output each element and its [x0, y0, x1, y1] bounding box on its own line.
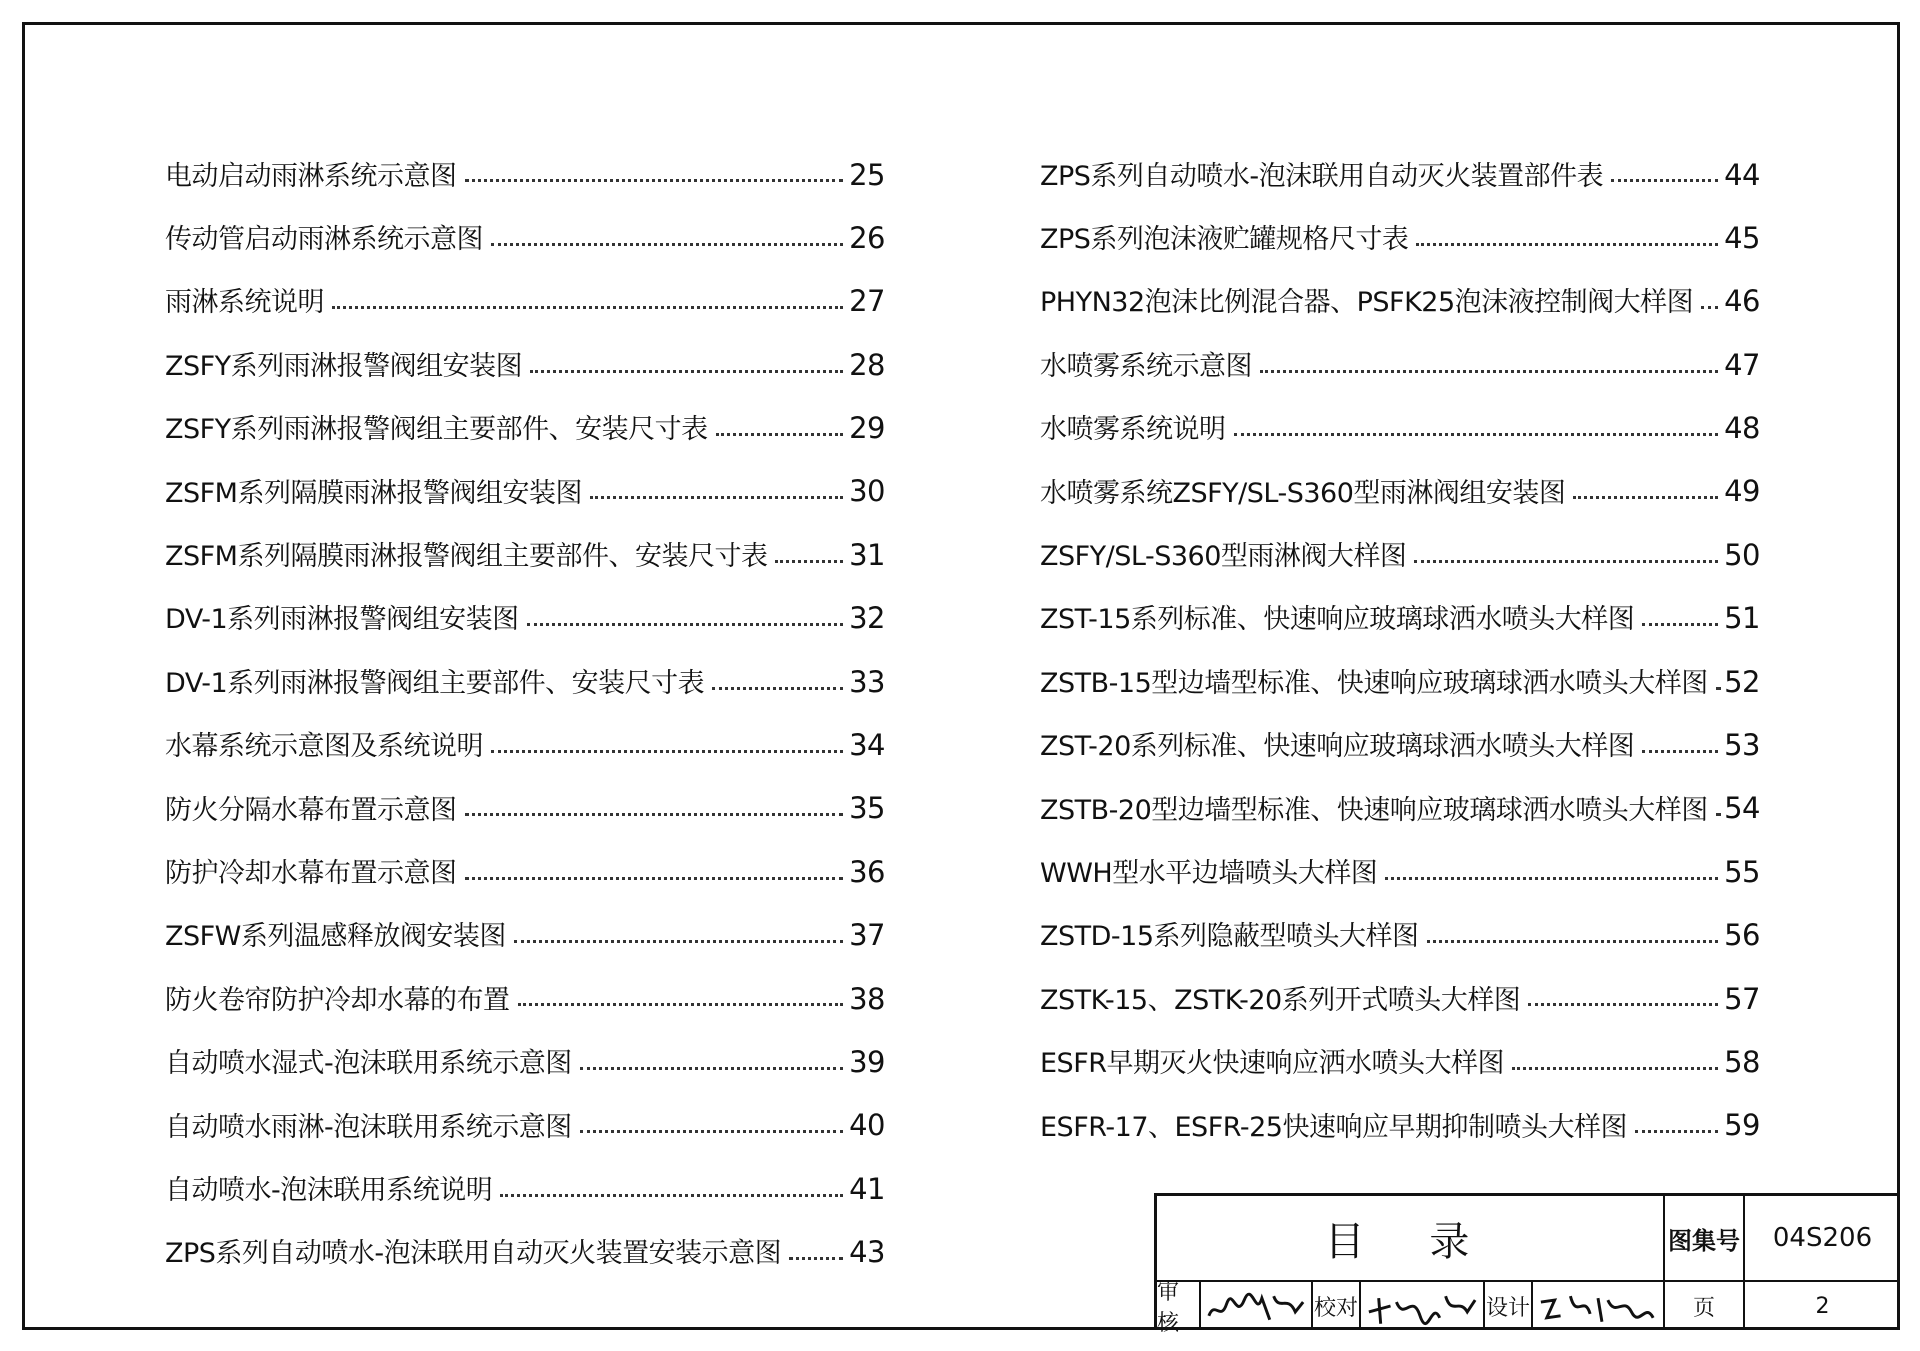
toc-entry-title: ZSFY系列雨淋报警阀组主要部件、安装尺寸表	[165, 414, 708, 446]
toc-entry-page: 35	[849, 791, 885, 826]
toc-entry-title: ZPS系列泡沫液贮罐规格尺寸表	[1040, 224, 1409, 256]
toc-entry-page: 37	[849, 918, 885, 953]
toc-entry-page: 53	[1724, 728, 1760, 763]
toc-entry-page: 34	[849, 728, 885, 763]
toc-entry-page: 55	[1724, 854, 1760, 889]
atlas-number-value: 04S206	[1745, 1196, 1900, 1282]
toc-entry-title: 电动启动雨淋系统示意图	[165, 160, 457, 192]
toc-entry-page: 41	[849, 1171, 885, 1206]
toc-entry[interactable]	[165, 952, 885, 1015]
toc-dot-leader	[491, 243, 843, 246]
toc-entry[interactable]	[1040, 889, 1760, 952]
toc-dot-leader	[1716, 687, 1718, 690]
toc-dot-leader	[465, 813, 844, 816]
toc-entry-page: 40	[849, 1108, 885, 1143]
toc-entry-page: 43	[849, 1235, 885, 1270]
toc-entry[interactable]	[165, 255, 885, 318]
toc-entry[interactable]	[165, 889, 885, 952]
check-label: 校对	[1313, 1282, 1361, 1330]
toc-entry[interactable]	[165, 318, 885, 381]
toc-dot-leader	[1573, 496, 1718, 499]
toc-entry-title: 水幕系统示意图及系统说明	[165, 731, 483, 763]
toc-entry-title: ZSFY/SL-S360型雨淋阀大样图	[1040, 541, 1407, 573]
toc-entry-title: ZSTB-15型边墙型标准、快速响应玻璃球洒水喷头大样图	[1040, 667, 1708, 699]
title-block-signature-row	[1157, 1280, 1900, 1336]
toc-dot-leader	[1416, 243, 1718, 246]
toc-entry-title: 自动喷水-泡沫联用系统说明	[165, 1174, 493, 1206]
toc-entry[interactable]	[1040, 1015, 1760, 1078]
toc-entry-title: ZSTK-15、ZSTK-20系列开式喷头大样图	[1040, 984, 1521, 1016]
title-block	[1154, 1193, 1897, 1336]
toc-dot-leader	[716, 433, 843, 436]
toc-dot-leader	[500, 1194, 843, 1197]
toc-entry-page: 54	[1724, 791, 1760, 826]
toc-entry-title: ZSFM系列隔膜雨淋报警阀组主要部件、安装尺寸表	[165, 541, 768, 573]
toc-entry-page: 36	[849, 854, 885, 889]
toc-entry[interactable]	[1040, 699, 1760, 762]
toc-entry-title: PHYN32泡沫比例混合器、PSFK25泡沫液控制阀大样图	[1040, 287, 1694, 319]
toc-dot-leader	[514, 940, 843, 943]
toc-entry-title: ZSTB-20型边墙型标准、快速响应玻璃球洒水喷头大样图	[1040, 794, 1708, 826]
toc-entry-page: 48	[1724, 411, 1760, 446]
toc-entry-page: 30	[849, 474, 885, 509]
toc-entry-title: ZSFY系列雨淋报警阀组安装图	[165, 350, 523, 382]
toc-entry-page: 27	[849, 284, 885, 319]
toc-entry-page: 29	[849, 411, 885, 446]
toc-entry[interactable]	[165, 572, 885, 635]
toc-dot-leader	[518, 1003, 844, 1006]
toc-entry[interactable]	[1040, 191, 1760, 254]
toc-entry-page: 38	[849, 981, 885, 1016]
toc-dot-leader	[789, 1257, 843, 1260]
toc-entry-title: DV-1系列雨淋报警阀组安装图	[165, 604, 519, 636]
atlas-number-label: 图集号	[1665, 1196, 1745, 1282]
toc-dot-leader	[1385, 877, 1718, 880]
toc-entry-title: ZST-15系列标准、快速响应玻璃球洒水喷头大样图	[1040, 604, 1635, 636]
toc-entry-title: ZPS系列自动喷水-泡沫联用自动灭火装置安装示意图	[165, 1238, 782, 1270]
toc-entry[interactable]	[165, 1206, 885, 1269]
toc-entry-title: ZSFW系列温感释放阀安装图	[165, 921, 506, 953]
toc-dot-leader	[1512, 1067, 1718, 1070]
toc-dot-leader	[1528, 1003, 1718, 1006]
toc-entry-page: 58	[1724, 1044, 1760, 1079]
toc-entry-title: 防火分隔水幕布置示意图	[165, 794, 457, 826]
toc-entry-page: 57	[1724, 981, 1760, 1016]
toc-dot-leader	[1635, 1130, 1718, 1133]
toc-entry-page: 26	[849, 220, 885, 255]
toc-entry-page: 44	[1724, 157, 1760, 192]
toc-dot-leader	[1427, 940, 1718, 943]
toc-entry[interactable]	[1040, 508, 1760, 571]
toc-entry-page: 50	[1724, 537, 1760, 572]
toc-dot-leader	[1642, 623, 1718, 626]
toc-dot-leader	[465, 179, 844, 182]
toc-entry-title: ESFR早期灭火快速响应洒水喷头大样图	[1040, 1048, 1504, 1080]
toc-entry-title: 水喷雾系统ZSFY/SL-S360型雨淋阀组安装图	[1040, 477, 1566, 509]
toc-entry-title: 自动喷水湿式-泡沫联用系统示意图	[165, 1048, 572, 1080]
toc-entry[interactable]	[165, 191, 885, 254]
toc-entry-title: 水喷雾系统说明	[1040, 414, 1226, 446]
toc-dot-leader	[465, 877, 844, 880]
toc-dot-leader	[580, 1067, 843, 1070]
toc-entry[interactable]	[1040, 635, 1760, 698]
toc-entry[interactable]	[165, 1015, 885, 1078]
toc-left-column	[165, 128, 885, 1269]
toc-entry-page: 39	[849, 1044, 885, 1079]
toc-entry[interactable]	[1040, 318, 1760, 381]
review-signature	[1201, 1282, 1313, 1330]
toc-entry-title: DV-1系列雨淋报警阀组主要部件、安装尺寸表	[165, 667, 705, 699]
toc-entry-title: ZST-20系列标准、快速响应玻璃球洒水喷头大样图	[1040, 731, 1635, 763]
toc-entry[interactable]	[1040, 128, 1760, 191]
toc-entry-title: ZPS系列自动喷水-泡沫联用自动灭火装置部件表	[1040, 160, 1604, 192]
title-block-title: 目 录	[1157, 1196, 1665, 1282]
toc-entry-title: 自动喷水雨淋-泡沫联用系统示意图	[165, 1111, 572, 1143]
toc-entry[interactable]	[1040, 762, 1760, 825]
toc-right-column	[1040, 128, 1760, 1142]
toc-entry-page: 32	[849, 601, 885, 636]
toc-entry[interactable]	[1040, 952, 1760, 1015]
toc-entry-title: 传动管启动雨淋系统示意图	[165, 224, 483, 256]
toc-entry-title: ZSTD-15系列隐蔽型喷头大样图	[1040, 921, 1419, 953]
toc-entry-page: 46	[1724, 284, 1760, 319]
toc-entry-page: 25	[849, 157, 885, 192]
toc-entry[interactable]	[165, 1079, 885, 1142]
toc-dot-leader	[1234, 433, 1719, 436]
toc-dot-leader	[1716, 813, 1718, 816]
toc-entry[interactable]	[165, 825, 885, 888]
toc-entry[interactable]	[165, 699, 885, 762]
toc-entry[interactable]	[165, 128, 885, 191]
page-label: 页	[1665, 1282, 1745, 1330]
toc-entry[interactable]	[165, 635, 885, 698]
toc-entry-page: 51	[1724, 601, 1760, 636]
toc-entry-page: 45	[1724, 220, 1760, 255]
toc-entry[interactable]	[1040, 572, 1760, 635]
toc-entry-page: 52	[1724, 664, 1760, 699]
design-signature	[1533, 1282, 1665, 1330]
toc-entry-page: 56	[1724, 918, 1760, 953]
toc-entry-page: 49	[1724, 474, 1760, 509]
page-number: 2	[1815, 1293, 1830, 1319]
toc-dot-leader	[527, 623, 843, 626]
toc-dot-leader	[590, 496, 843, 499]
toc-dot-leader	[1414, 560, 1718, 563]
toc-dot-leader	[530, 370, 843, 373]
toc-entry-page: 33	[849, 664, 885, 699]
toc-dot-leader	[1611, 179, 1718, 182]
toc-entry-page: 28	[849, 347, 885, 382]
toc-dot-leader	[712, 687, 843, 690]
toc-entry-page: 47	[1724, 347, 1760, 382]
toc-entry-title: WWH型水平边墙喷头大样图	[1040, 858, 1378, 889]
toc-entry-page: 59	[1724, 1108, 1760, 1143]
toc-dot-leader	[491, 750, 843, 753]
toc-entry[interactable]	[165, 1142, 885, 1205]
toc-entry[interactable]	[1040, 1079, 1760, 1142]
toc-entry[interactable]	[165, 508, 885, 571]
toc-entry-title: ESFR-17、ESFR-25快速响应早期抑制喷头大样图	[1040, 1111, 1627, 1143]
check-signature	[1361, 1282, 1485, 1330]
toc-entry[interactable]	[1040, 445, 1760, 508]
toc-entry-page: 31	[849, 537, 885, 572]
toc-entry[interactable]	[165, 382, 885, 445]
toc-dot-leader	[1260, 370, 1718, 373]
toc-dot-leader	[580, 1130, 843, 1133]
design-label: 设计	[1485, 1282, 1533, 1330]
toc-entry[interactable]	[1040, 825, 1760, 888]
toc-entry[interactable]	[1040, 255, 1760, 318]
toc-dot-leader	[332, 306, 843, 309]
toc-dot-leader	[775, 560, 843, 563]
toc-entry[interactable]	[1040, 382, 1760, 445]
toc-entry[interactable]	[165, 762, 885, 825]
toc-entry[interactable]	[165, 445, 885, 508]
toc-entry-title: 雨淋系统说明	[165, 287, 324, 319]
toc-entry-title: 水喷雾系统示意图	[1040, 350, 1252, 382]
review-label: 审核	[1157, 1282, 1201, 1330]
toc-dot-leader	[1701, 306, 1718, 309]
toc-entry-title: 防护冷却水幕布置示意图	[165, 858, 457, 889]
toc-dot-leader	[1642, 750, 1718, 753]
toc-entry-title: 防火卷帘防护冷却水幕的布置	[165, 984, 510, 1016]
toc-entry-title: ZSFM系列隔膜雨淋报警阀组安装图	[165, 477, 582, 509]
